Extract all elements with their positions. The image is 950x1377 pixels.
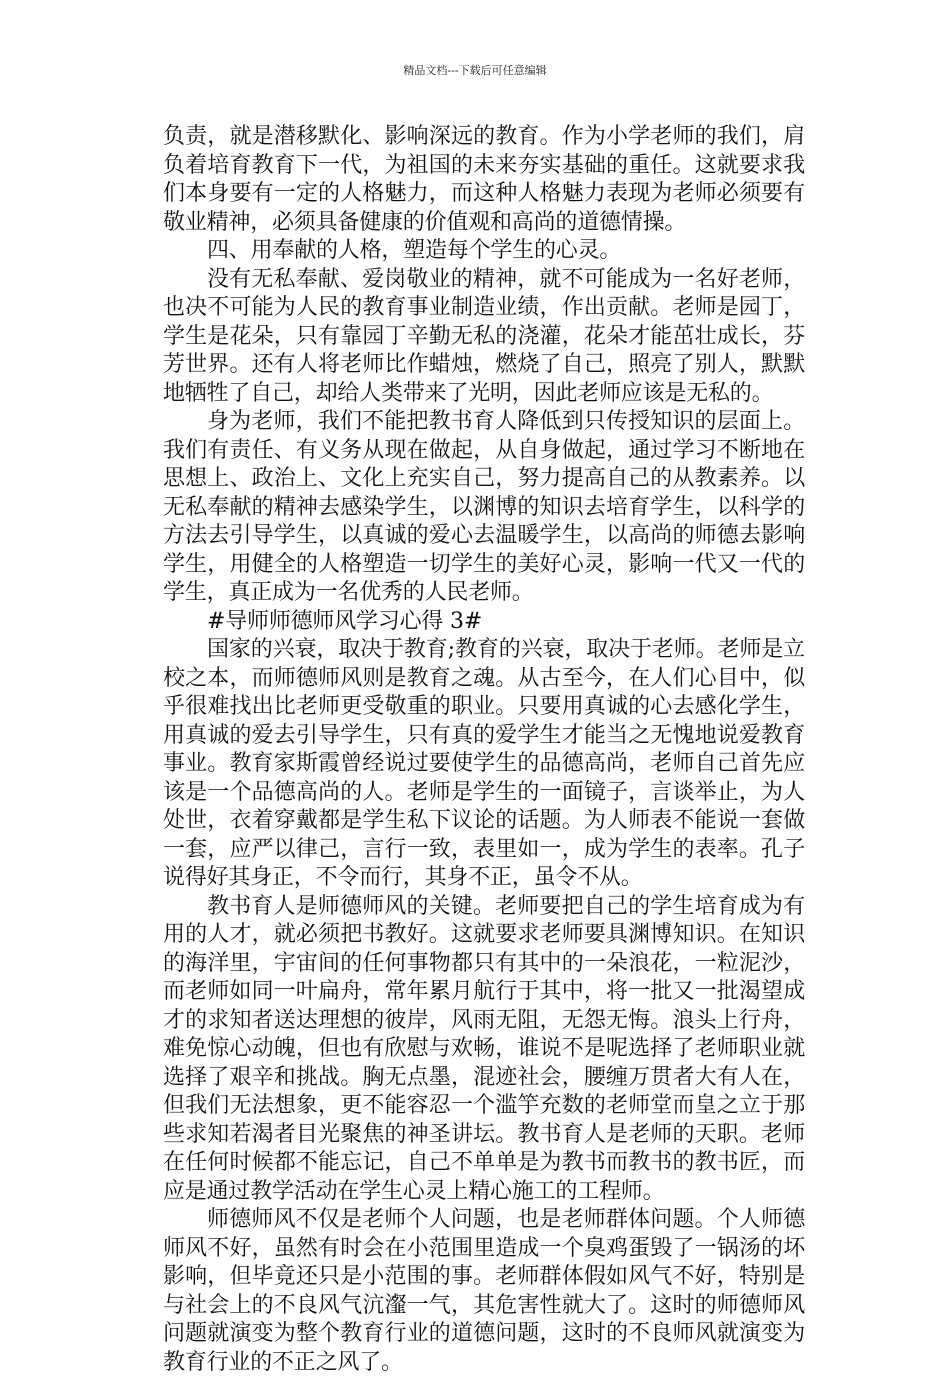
paragraph: 国家的兴衰，取决于教育;教育的兴衰，取决于老师。老师是立校之本，而师德师风则是教育之魂。从古至今，在人们心目中，似乎很难找出比老师更受敬重的职业。只要用真诚的心去感化学生，用真诚的爱去引导学生，只有真的爱学生才能当之无愧地说爱教育事业。教育家斯霞曾经说过要使学生的品德高尚，老师自己首先应该是一个品德高尚的人。老师是学生的一面镜子，言谈举止，为人处世，衣着穿戴都是学生私下议论的话题。为人师表不能说一套做一套，应严以律己，言行一致，表里如一，成为学生的表率。孔子说得好其身正，不令而行，其身不正，虽令不从。 <box>163 637 805 890</box>
paragraph: 身为老师，我们不能把教书育人降低到只传授知识的层面上。我们有责任、有义务从现在做起，从自身做起，通过学习不断地在思想上、政治上、文化上充实自己，努力提高自己的从教素养。以无私奉献的精神去感染学生，以渊博的知识去培育学生，以科学的方法去引导学生，以真诚的爱心去温暖学生，以高尚的师德去影响学生，用健全的人格塑造一切学生的美好心灵，影响一代又一代的学生，真正成为一名优秀的人民老师。 <box>163 409 805 605</box>
document-body <box>163 123 805 1377</box>
page-header: 精品文档---下载后可任意编辑 <box>403 64 547 77</box>
paragraph: 教书育人是师德师风的关键。老师要把自己的学生培育成为有用的人才，就必须把书教好。这就要求老师要具渊博知识。在知识的海洋里，宇宙间的任何事物都只有其中的一朵浪花，一粒泥沙，而老师如同一叶扁舟，常年累月航行于其中，将一批又一批渴望成才的求知者送达理想的彼岸，风雨无阻，无怨无悔。浪头上行舟，难免惊心动魄，但也有欣慰与欢畅，谁说不是呢选择了老师职业就选择了艰辛和挑战。胸无点墨，混迹社会，腰缠万贯者大有人在，但我们无法想象，更不能容忍一个滥竽充数的老师堂而皇之立于那些求知若渴者目光聚焦的神圣讲坛。教书育人是老师的天职。老师在任何时候都不能忘记，自己不单单是为教书而教书的教书匠，而应是通过教学活动在学生心灵上精心施工的工程师。 <box>163 893 805 1204</box>
section-heading-four: 四、用奉献的人格，塑造每个学生的心灵。 <box>207 238 622 263</box>
paragraph: 没有无私奉献、爱岗敬业的精神，就不可能成为一名好老师，也决不可能为人民的教育事业制造业绩，作出贡献。老师是园丁，学生是花朵，只有靠园丁辛勤无私的浇灌，花朵才能茁壮成长，芬芳世界。还有人将老师比作蜡烛，燃烧了自己，照亮了别人，默默地牺牲了自己，却给人类带来了光明，因此老师应该是无私的。 <box>163 266 805 406</box>
paragraph-continuation: 负责，就是潜移默化、影响深远的教育。作为小学老师的我们，肩负着培育教育下一代，为祖国的未来夯实基础的重任。这就要求我们本身要有一定的人格魅力，而这种人格魅力表现为老师必须要有敬业精神，必须具备健康的价值观和高尚的道德情操。 <box>163 124 805 235</box>
paragraph: 师德师风不仅是老师个人问题，也是老师群体问题。个人师德师风不好，虽然有时会在小范围里造成一个臭鸡蛋毁了一锅汤的坏影响，但毕竟还只是小范围的事。老师群体假如风气不好，特别是与社会上的不良风气沆瀣一气，其危害性就大了。这时的师德师风问题就演变为整个教育行业的道德问题，这时的不良师风就演变为教育行业的不正之风了。 <box>163 1207 805 1375</box>
section-heading-reflection-3: #导师师德师风学习心得 3# <box>207 608 483 634</box>
